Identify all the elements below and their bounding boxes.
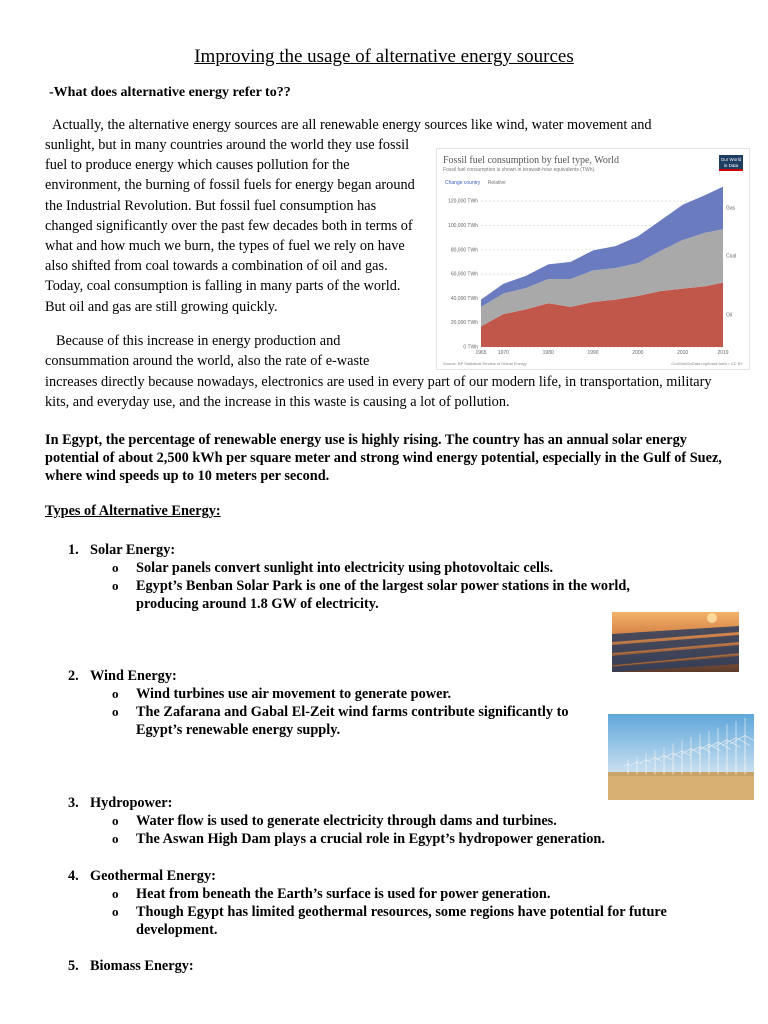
y-tick-label: 120,000 TWh (448, 198, 478, 205)
list-bullet (112, 885, 697, 903)
paragraph-1-body: sunlight, but in many countries around the world they use fossil fuel to produce energy which causes pollution for the environment, the burning of fossil fuels for energy began around the Industrial Revolution. But fossil fuel consumption has changed significantly over the past few decades both in terms of what and how much we burn, the types of fuel we rely on have also shifted from coal towards a combination of oil and gas. Today, coal consumption is falling in many parts of the world. But oil and gas are still growing quickly. (45, 137, 415, 315)
bullet-marker: o (112, 686, 119, 701)
bullet-text: Heat from beneath the Earth’s surface is used for power generation. (136, 886, 551, 902)
list-item-solar (68, 541, 175, 559)
bullet-marker: o (112, 904, 119, 919)
types-heading: Types of Alternative Energy: (45, 503, 221, 519)
bullet-text: Though Egypt has limited geothermal resources, some regions have potential for future development. (136, 904, 667, 938)
y-tick-label: 0 TWh (463, 344, 478, 351)
y-tick-label: 40,000 TWh (450, 295, 478, 302)
chart-options (445, 180, 506, 186)
bullet-marker: o (112, 813, 119, 828)
chart-subtitle: Fossil fuel consumption is shown in terawatt-hour equivalents (TWh). (443, 167, 596, 173)
bullet-text: Water flow is used to generate electricity through dams and turbines. (136, 813, 557, 829)
list-number: 1. (68, 542, 79, 558)
list-bullet (112, 903, 697, 939)
list-bullet (112, 812, 672, 830)
chart-title: Fossil fuel consumption by fuel type, World (443, 155, 619, 166)
list-bullet (112, 559, 672, 577)
list-bullet (112, 577, 672, 613)
solar-park-illustration (612, 612, 739, 672)
wind-farm-illustration (608, 714, 754, 800)
series-label: Gas (726, 205, 736, 212)
x-tick-label: 1970 (497, 350, 509, 356)
change-country-option[interactable]: Change country (445, 180, 481, 186)
question-heading: -What does alternative energy refer to?? (49, 85, 291, 100)
x-tick-label: 2010 (677, 350, 689, 356)
bullet-marker: o (112, 886, 119, 901)
chart-license: OurWorldInData.org/fossil-fuels • CC BY (671, 361, 743, 366)
list-number: 5. (68, 958, 79, 974)
series-label: Coal (726, 253, 737, 260)
list-label: Hydropower: (90, 795, 173, 811)
list-label: Solar Energy: (90, 542, 176, 558)
page-title: Improving the usage of alternative energy sources (194, 46, 574, 67)
x-tick-label: 1980 (542, 350, 554, 356)
fossil-fuel-chart (436, 148, 750, 370)
solar-park-image (612, 612, 739, 672)
list-bullet (112, 703, 602, 739)
bullet-text: Wind turbines use air movement to generate power. (136, 686, 452, 702)
paragraph-1-first-line: Actually, the alternative energy sources are all renewable energy sources like wind, water movement and (52, 117, 652, 133)
bullet-marker: o (112, 560, 119, 575)
y-tick-label: 60,000 TWh (450, 271, 478, 278)
chart-source: Source: BP Statistical Review of Global Energy (443, 361, 527, 366)
list-number: 4. (68, 868, 79, 884)
bullet-text: The Zafarana and Gabal El-Zeit wind farms contribute significantly to Egypt’s renewable energy supply. (136, 704, 569, 738)
x-tick-label: 2019 (717, 350, 729, 356)
bullet-text: The Aswan High Dam plays a crucial role in Egypt’s hydropower generation. (136, 831, 605, 847)
series-label: Oil (726, 312, 733, 319)
list-number: 2. (68, 668, 79, 684)
list-item-wind (68, 667, 177, 685)
y-tick-label: 100,000 TWh (448, 222, 478, 229)
bullet-text: Solar panels convert sunlight into electricity using photovoltaic cells. (136, 560, 554, 576)
relative-option[interactable]: Relative (487, 180, 506, 186)
bullet-text: Egypt’s Benban Solar Park is one of the largest solar power stations in the world, producing around 1.8 GW of electricity. (136, 578, 630, 612)
list-bullet (112, 830, 672, 848)
list-label: Wind Energy: (90, 668, 177, 684)
list-label: Biomass Energy: (90, 958, 194, 974)
list-item-geothermal (68, 867, 216, 885)
paragraph-2-start: Because of this increase in energy production and consummation around the world, also the rate of e-waste (45, 333, 370, 370)
bullet-marker: o (112, 704, 119, 719)
list-label: Geothermal Energy: (90, 868, 216, 884)
bullet-marker: o (112, 578, 119, 593)
owid-logo: Our World in Data (719, 155, 743, 171)
egypt-paragraph: In Egypt, the percentage of renewable energy use is highly rising. The country has an annual solar energy potential of about 2,500 kWh per square meter and strong wind energy potential, especially in the Gulf of Suez, where wind speeds up to 10 meters per second. (45, 432, 722, 484)
list-item-biomass (68, 957, 194, 975)
list-item-hydropower (68, 794, 172, 812)
x-tick-label: 1965 (475, 350, 487, 356)
x-tick-label: 1990 (587, 350, 599, 356)
list-bullet (112, 685, 602, 703)
y-tick-label: 20,000 TWh (450, 320, 478, 327)
list-number: 3. (68, 795, 79, 811)
y-tick-label: 80,000 TWh (450, 247, 478, 254)
bullet-marker: o (112, 831, 119, 846)
x-tick-label: 2000 (632, 350, 644, 356)
paragraph-2-rest: increases directly because nowadays, electronics are used in every part of our modern life, in transportation, military kits, and everyday use, and the increase in this waste is causing a lot of pollution. (45, 374, 712, 411)
wind-farm-image (608, 714, 754, 800)
